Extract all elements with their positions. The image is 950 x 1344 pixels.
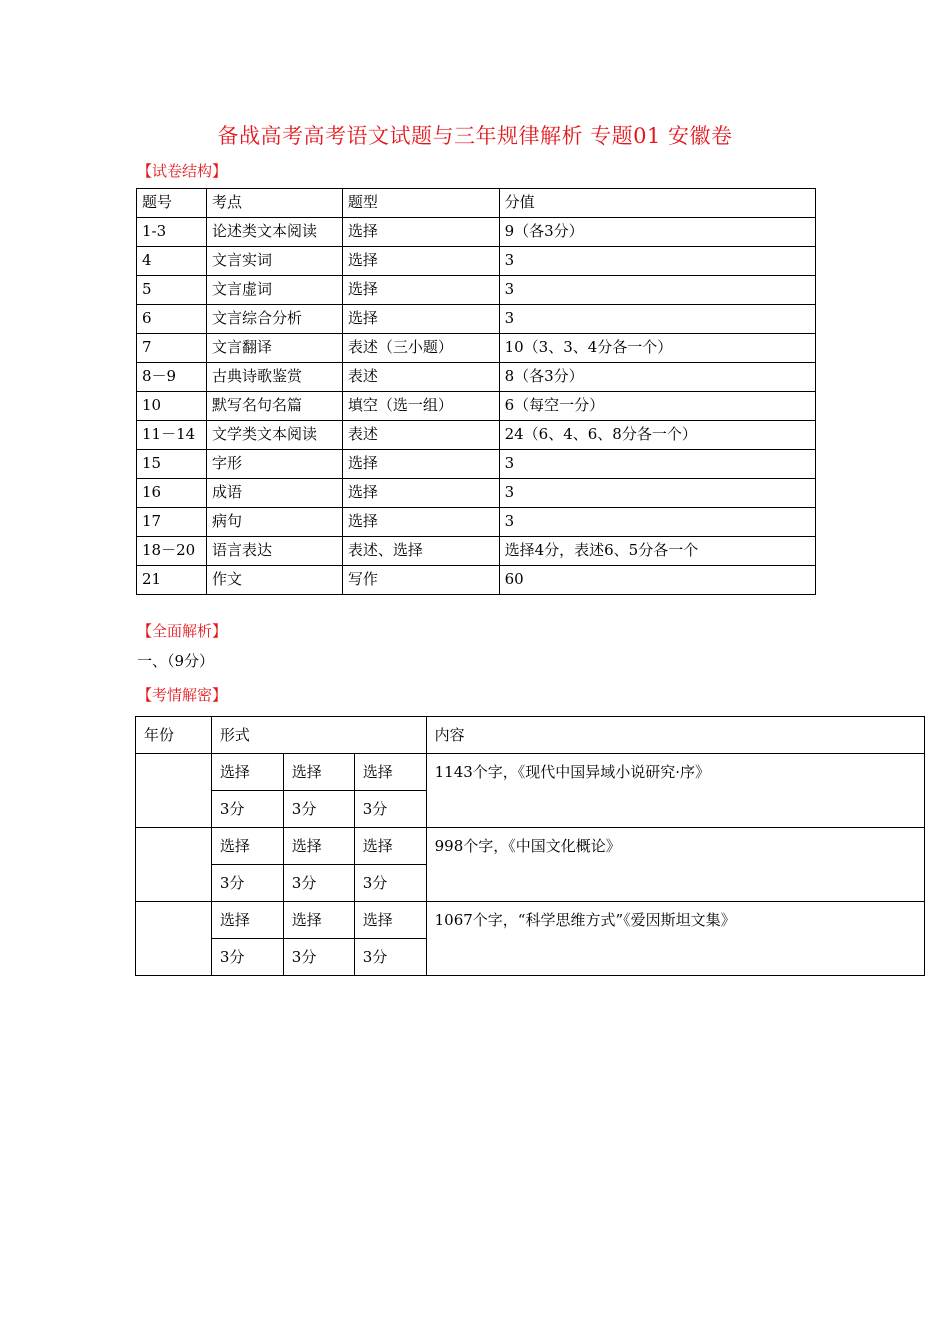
- section-label-structure: 【试卷结构】: [137, 162, 228, 180]
- table-cell: 24（6、4、6、8分各一个）: [499, 421, 815, 450]
- table-cell: 3: [499, 276, 815, 305]
- table-cell: 默写名句名篇: [206, 392, 342, 421]
- question-type-cell: 选择: [354, 902, 426, 939]
- section-label-analysis: 【全面解析】: [137, 622, 228, 640]
- table-cell: 3: [499, 479, 815, 508]
- score-cell: 3分: [211, 939, 283, 976]
- table-cell: 文学类文本阅读: [206, 421, 342, 450]
- table-row: [137, 276, 816, 305]
- table-cell: 10: [137, 392, 207, 421]
- content-cell: 1067个字，“科学思维方式”《爱因斯坦文集》: [426, 902, 924, 976]
- table-cell: 文言翻译: [206, 334, 342, 363]
- table-row: [137, 450, 816, 479]
- table-cell: 3: [499, 508, 815, 537]
- table-cell: 60: [499, 566, 815, 595]
- table-cell: 古典诗歌鉴赏: [206, 363, 342, 392]
- table-cell: 21: [137, 566, 207, 595]
- content-cell: 998个字，《中国文化概论》: [426, 828, 924, 902]
- table-cell: 表述: [342, 363, 499, 392]
- table-row: [137, 363, 816, 392]
- table-row: [137, 566, 816, 595]
- table-cell: 文言实词: [206, 247, 342, 276]
- table-cell: 表述: [342, 421, 499, 450]
- table-cell: 10（3、3、4分各一个）: [499, 334, 815, 363]
- header-cell: 内容: [426, 717, 924, 754]
- section-label-trends: 【考情解密】: [137, 686, 228, 704]
- year-cell: [136, 902, 212, 976]
- table-row: [137, 479, 816, 508]
- table-cell: 6: [137, 305, 207, 334]
- header-cell: 题型: [342, 189, 499, 218]
- question-type-cell: 选择: [283, 828, 354, 865]
- table-cell: 文言综合分析: [206, 305, 342, 334]
- score-cell: 3分: [283, 939, 354, 976]
- table-cell: 成语: [206, 479, 342, 508]
- table-row: [137, 247, 816, 276]
- table-cell: 8（各3分）: [499, 363, 815, 392]
- year-cell: [136, 754, 212, 828]
- table-cell: 选择: [342, 276, 499, 305]
- table-cell: 8－9: [137, 363, 207, 392]
- table-cell: 选择: [342, 508, 499, 537]
- part-heading: 一、（9分）: [137, 652, 215, 670]
- question-type-cell: 选择: [354, 754, 426, 791]
- table-cell: 9（各3分）: [499, 218, 815, 247]
- table-cell: 1-3: [137, 218, 207, 247]
- table-cell: 选择: [342, 218, 499, 247]
- table-cell: 3: [499, 247, 815, 276]
- exam-trends-body: [136, 717, 925, 976]
- table-cell: 写作: [342, 566, 499, 595]
- table-cell: 17: [137, 508, 207, 537]
- header-cell: 分值: [499, 189, 815, 218]
- year-cell: [136, 828, 212, 902]
- exam-structure-table: [136, 188, 816, 595]
- table-cell: 18－20: [137, 537, 207, 566]
- score-cell: 3分: [283, 865, 354, 902]
- table-cell: 表述（三小题）: [342, 334, 499, 363]
- table-row: [136, 902, 925, 939]
- table-row: [137, 421, 816, 450]
- table-cell: 4: [137, 247, 207, 276]
- table-row: [137, 392, 816, 421]
- question-type-cell: 选择: [283, 754, 354, 791]
- table-cell: 作文: [206, 566, 342, 595]
- table-row: [137, 334, 816, 363]
- table-cell: 文言虚词: [206, 276, 342, 305]
- table-row: [137, 218, 816, 247]
- table-row: [137, 508, 816, 537]
- header-cell: 年份: [136, 717, 212, 754]
- header-cell: 形式: [211, 717, 426, 754]
- question-type-cell: 选择: [211, 902, 283, 939]
- table-cell: 填空（选一组）: [342, 392, 499, 421]
- table-row: [137, 537, 816, 566]
- question-type-cell: 选择: [354, 828, 426, 865]
- table-cell: 16: [137, 479, 207, 508]
- score-cell: 3分: [283, 791, 354, 828]
- table-cell: 语言表达: [206, 537, 342, 566]
- score-cell: 3分: [211, 791, 283, 828]
- table-cell: 选择: [342, 450, 499, 479]
- exam-structure-body: [137, 189, 816, 595]
- table-cell: 6（每空一分）: [499, 392, 815, 421]
- table-cell: 选择: [342, 305, 499, 334]
- table-cell: 选择: [342, 479, 499, 508]
- page-title: 备战高考高考语文试题与三年规律解析 专题01 安徽卷: [217, 124, 733, 148]
- table-cell: 病句: [206, 508, 342, 537]
- content-cell: 1143个字，《现代中国异域小说研究·序》: [426, 754, 924, 828]
- table-cell: 选择: [342, 247, 499, 276]
- score-cell: 3分: [354, 939, 426, 976]
- question-type-cell: 选择: [211, 828, 283, 865]
- header-cell: 考点: [206, 189, 342, 218]
- question-type-cell: 选择: [283, 902, 354, 939]
- table-row: [136, 828, 925, 865]
- question-type-cell: 选择: [211, 754, 283, 791]
- table-cell: 5: [137, 276, 207, 305]
- score-cell: 3分: [354, 865, 426, 902]
- score-cell: 3分: [211, 865, 283, 902]
- table-cell: 字形: [206, 450, 342, 479]
- table-cell: 7: [137, 334, 207, 363]
- table-cell: 表述、选择: [342, 537, 499, 566]
- table-header-row: [136, 717, 925, 754]
- header-cell: 题号: [137, 189, 207, 218]
- table-cell: 3: [499, 450, 815, 479]
- table-cell: 选择4分，表述6、5分各一个: [499, 537, 815, 566]
- table-row: [136, 754, 925, 791]
- exam-trends-table: [135, 716, 925, 976]
- table-row: [137, 305, 816, 334]
- table-header-row: [137, 189, 816, 218]
- table-cell: 论述类文本阅读: [206, 218, 342, 247]
- score-cell: 3分: [354, 791, 426, 828]
- table-cell: 15: [137, 450, 207, 479]
- table-cell: 11－14: [137, 421, 207, 450]
- table-cell: 3: [499, 305, 815, 334]
